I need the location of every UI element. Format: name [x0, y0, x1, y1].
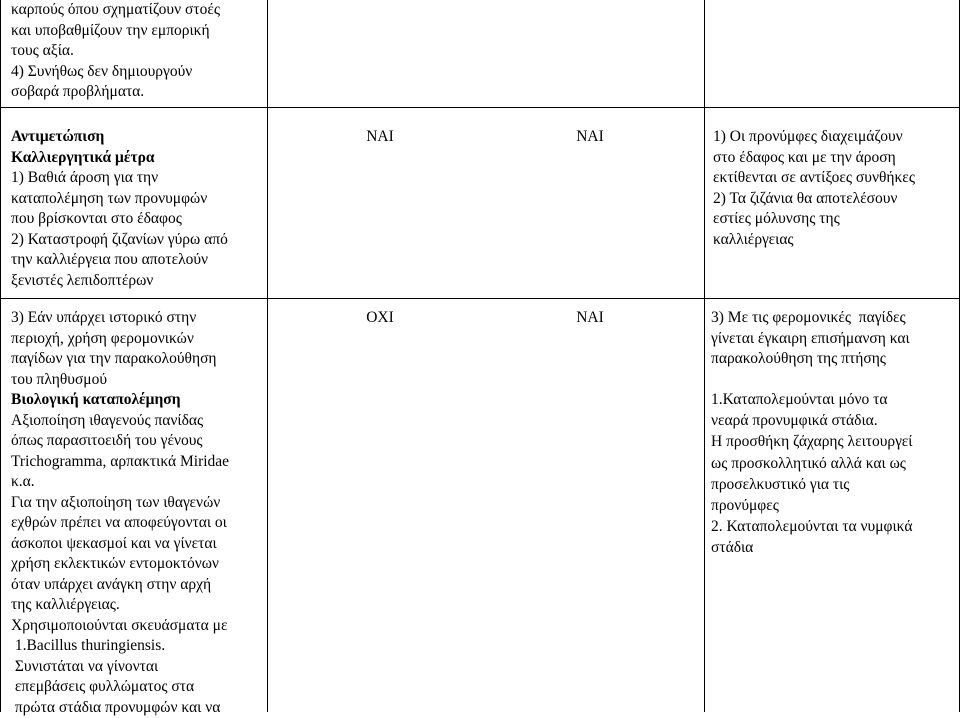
answer-value: ΝΑΙ	[325, 127, 435, 148]
text-line: 3) Εάν υπάρχει ιστορικό στην	[11, 308, 263, 329]
row-c-col3-cell	[535, 308, 645, 329]
text-line: 1) Οι προνύμφες διαχειμάζουν	[713, 127, 953, 148]
text-line: πρώτα στάδια προνυμφών και να	[11, 698, 263, 718]
text-line: επεμβάσεις φυλλώματος στα	[11, 677, 263, 698]
text-line: που βρίσκονται στο έδαφος	[11, 209, 261, 230]
row-divider-2	[0, 298, 960, 299]
text-line: ξενιστές λεπιδοπτέρων	[11, 271, 261, 292]
text-line: εκτίθενται σε αντίξοες συνθήκες	[713, 168, 953, 189]
text-line: του πληθυσμού	[11, 370, 263, 391]
text-line: καταπολέμηση των προνυμφών	[11, 189, 261, 210]
text-line: παρακολούθηση της πτήσης	[711, 349, 955, 370]
text-line: γίνεται έγκαιρη επισήμανση και	[711, 329, 955, 350]
text-line: σοβαρά προβλήματα.	[11, 82, 261, 103]
text-line: προνύμφες	[711, 495, 955, 516]
row-divider-1	[0, 107, 960, 108]
row-c-col2-cell	[325, 308, 435, 329]
text-line: παγίδων για την παρακολούθηση	[11, 349, 263, 370]
text-line: την καλλιέργεια που αποτελούν	[11, 250, 261, 271]
text-line: 3) Με τις φερομονικές παγίδες	[711, 308, 955, 329]
text-line: στο έδαφος και με την άροση	[713, 148, 953, 169]
text-line: χρήση εκλεκτικών εντομοκτόνων	[11, 554, 263, 575]
text-line: Trichogramma, αρπακτικά Miridae	[11, 452, 263, 473]
row-b-col2-cell	[325, 127, 435, 148]
text-line: ως προσκολλητικό αλλά και ως	[711, 453, 955, 474]
section-heading: Βιολογική καταπολέμηση	[11, 390, 263, 411]
row-b-col1-cell	[11, 127, 261, 291]
row-c-col1-cell	[11, 308, 263, 718]
answer-value: ΟΧΙ	[325, 308, 435, 329]
text-line: 2) Τα ζιζάνια θα αποτελέσουν	[713, 189, 953, 210]
section-heading: Αντιμετώπιση	[11, 127, 261, 148]
text-line: Συνιστάται να γίνονται	[11, 657, 263, 678]
text-line: 2. Καταπολεμούνται τα νυμφικά	[711, 516, 955, 537]
text-line: όπως παρασιτοειδή του γένους	[11, 431, 263, 452]
text-line: καλλιέργειας	[713, 230, 953, 251]
row-b-col3-cell	[535, 127, 645, 148]
text-line: Αξιοποίηση ιθαγενούς πανίδας	[11, 411, 263, 432]
text-line: εχθρών πρέπει να αποφεύγονται οι	[11, 513, 263, 534]
row-a-col1-cell	[11, 0, 261, 103]
text-line: περιοχή, χρήση φερομονικών	[11, 329, 263, 350]
answer-value: ΝΑΙ	[535, 308, 645, 329]
text-line: κ.α.	[11, 472, 263, 493]
text-line: προσελκυστικό για τις	[711, 474, 955, 495]
text-line: 1) Βαθιά άροση για την	[11, 168, 261, 189]
text-line: τους αξία.	[11, 41, 261, 62]
text-line: 1.Bacillus thuringiensis.	[11, 636, 263, 657]
text-line: νεαρά προνυμφικά στάδια.	[711, 410, 955, 431]
section-heading: Καλλιεργητικά μέτρα	[11, 148, 261, 169]
text-line: άσκοποι ψεκασμοί και να γίνεται	[11, 534, 263, 555]
row-b-col4-cell	[713, 127, 953, 250]
text-line: Για την αξιοποίηση των ιθαγενών	[11, 493, 263, 514]
text-line: καρπούς όπου σχηματίζουν στοές	[11, 0, 261, 21]
text-line: 2) Καταστροφή ζιζανίων γύρω από	[11, 230, 261, 251]
row-c-col4b-cell	[711, 389, 955, 559]
answer-value: ΝΑΙ	[535, 127, 645, 148]
text-line: και υποβαθμίζουν την εμπορική	[11, 21, 261, 42]
text-line: εστίες μόλυνσης της	[713, 209, 953, 230]
text-line: όταν υπάρχει ανάγκη στην αρχή	[11, 575, 263, 596]
text-line: 4) Συνήθως δεν δημιουργούν	[11, 62, 261, 83]
row-c-col4-cell	[711, 308, 955, 370]
text-line: της καλλιέργειας.	[11, 595, 263, 616]
text-line: 1.Καταπολεμούνται μόνο τα	[711, 389, 955, 410]
text-line: Χρησιμοποιούνται σκευάσματα με	[11, 616, 263, 637]
text-line: στάδια	[711, 537, 955, 558]
text-line: Η προσθήκη ζάχαρης λειτουργεί	[711, 431, 955, 452]
